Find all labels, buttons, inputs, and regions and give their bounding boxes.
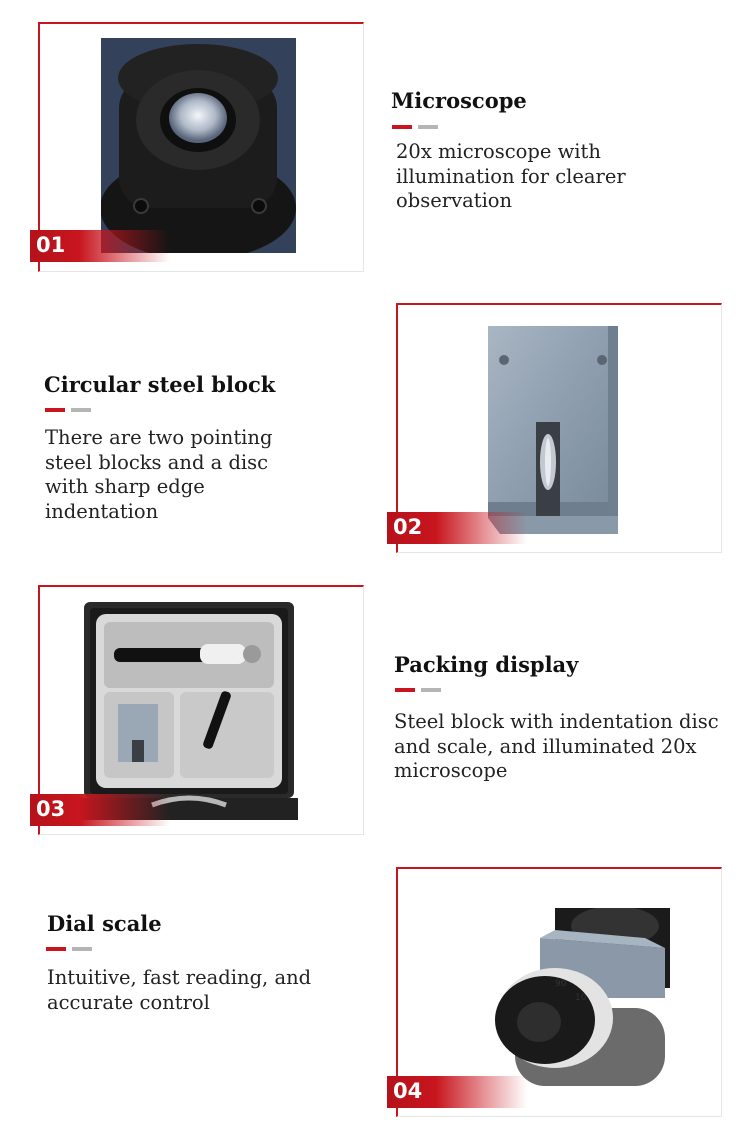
feature-title: Microscope <box>391 88 527 113</box>
title-underline <box>45 408 93 412</box>
badge-number: 03 <box>36 797 66 821</box>
feature-description: There are two pointing steel blocks and a disc with sharp edge indentation <box>45 426 273 523</box>
badge-number: 02 <box>393 515 423 539</box>
svg-text:90: 90 <box>555 979 567 989</box>
svg-text:10: 10 <box>575 993 587 1003</box>
packing-case-photo <box>80 600 298 822</box>
title-underline <box>392 125 440 129</box>
badge-number: 04 <box>393 1079 423 1103</box>
microscope-photo <box>101 38 296 253</box>
number-badge <box>387 1076 527 1108</box>
feature-description: 20x microscope with illumination for clearer observation <box>396 140 626 212</box>
badge-number: 01 <box>36 233 66 257</box>
feature-description: Steel block with indentation disc and scale, and illuminated 20x microscope <box>394 710 719 782</box>
dial-scale-photo <box>495 908 670 1086</box>
feature-description: Intuitive, fast reading, and accurate control <box>47 966 312 1014</box>
feature-title: Circular steel block <box>44 372 276 397</box>
number-badge <box>387 512 527 544</box>
number-badge <box>30 230 170 262</box>
feature-title: Dial scale <box>47 911 162 936</box>
steel-block-photo <box>478 322 626 536</box>
title-underline <box>46 947 94 951</box>
number-badge <box>30 794 170 826</box>
title-underline <box>395 688 443 692</box>
feature-title: Packing display <box>394 652 579 677</box>
